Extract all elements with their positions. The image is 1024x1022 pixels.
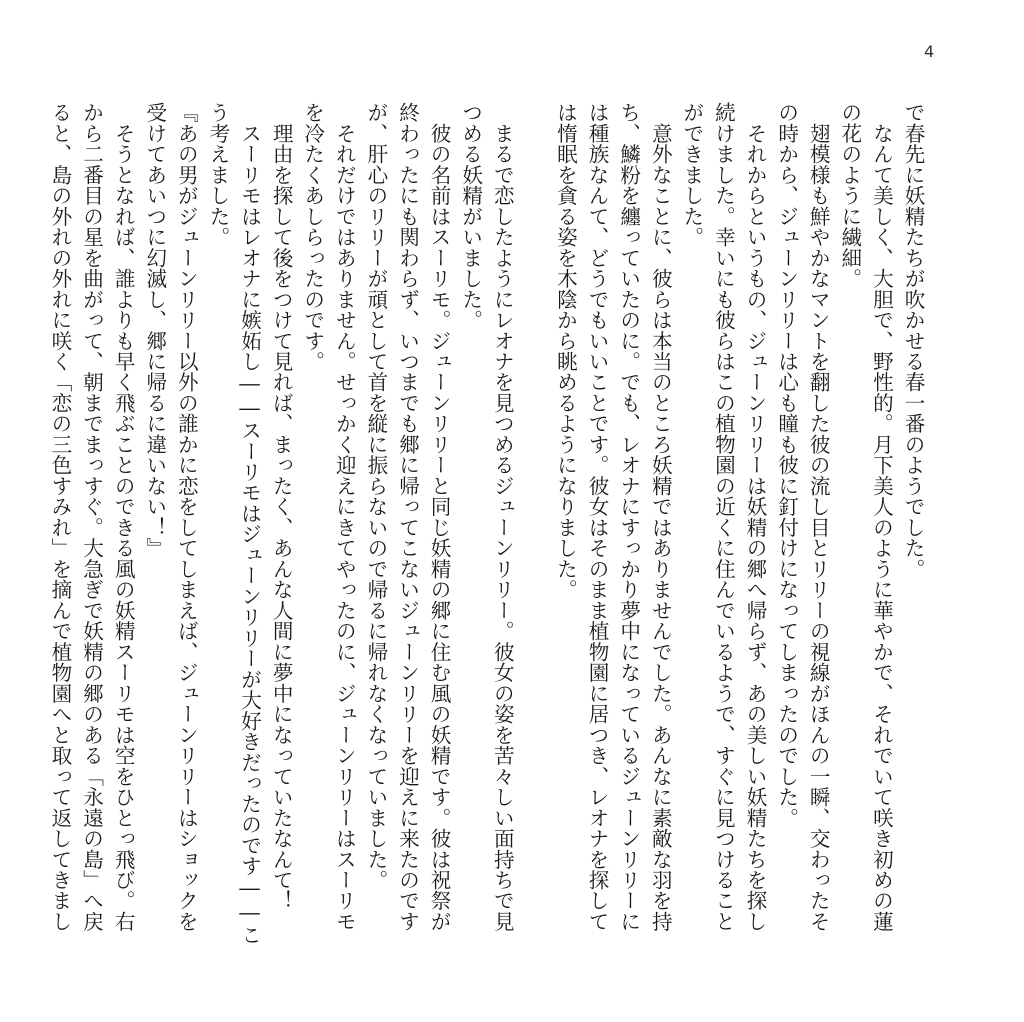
section-gap: [517, 102, 549, 942]
text-line: 翅模様も鮮やかなマントを翻した彼の流し目とリリーの視線がほんの一瞬、交わったそ: [806, 102, 831, 932]
text-line: 『あの男がジューンリリー以外の誰かに恋をしてしまえば、ジューンリリーはショックを: [174, 102, 199, 932]
text-line: それからというもの、ジューンリリーは妖精の郷へ帰らず、あの美しい妖精たちを探し: [743, 102, 768, 932]
text-line: の花のように繊細。: [837, 102, 862, 289]
text-line: は惰眠を貪る姿を木陰から眺めるようになりました。: [553, 102, 578, 600]
text-line: まるで恋したようにレオナを見つめるジューンリリー。彼女の姿を苦々しい面持ちで見: [490, 102, 515, 932]
text-line: の時から、ジューンリリーは心も瞳も彼に釘付けになってしまったのでした。: [774, 102, 799, 828]
text-line: つめる妖精がいました。: [458, 102, 483, 331]
text-line: は種族なんて、どうでもいいことです。彼女はそのまま植物園に居つき、レオナを探して: [585, 102, 610, 932]
page-number: 4: [924, 42, 935, 61]
text-line: 終わったにも関わらず、いつまでも郷に帰ってこないジューンリリーを迎えに来たのです: [395, 102, 420, 932]
text-line: ち、鱗粉を纏っていたのに。でも、レオナにすっかり夢中になっているジューンリリーに: [616, 102, 641, 932]
text-line: う考えました。: [205, 102, 230, 248]
text-line: 意外なことに、彼らは本当のところ妖精ではありませんでした。あんなに素敵な羽を持: [648, 102, 673, 932]
text-line: から二番目の星を曲がって、朝までまっすぐ。大急ぎで妖精の郷のある「永遠の島」へ戻: [79, 102, 104, 932]
text-line: が、肝心のリリーが頑として首を縦に振らないので帰るに帰れなくなっていました。: [363, 102, 388, 891]
text-line: なんて美しく、大胆で、野性的。月下美人のように華やかで、それでいて咲き初めの蓮: [869, 102, 894, 932]
text-line: それだけではありません。せっかく迎えにきてやったのに、ジューンリリーはスーリモ: [332, 102, 357, 932]
text-line: を冷たくあしらったのです。: [300, 102, 325, 372]
text-line: ができました。: [679, 102, 704, 248]
text-line: 彼の名前はスーリモ。ジューンリリーと同じ妖精の郷に住む風の妖精です。彼は祝祭が: [427, 102, 452, 932]
text-line: 理由を探して後をつけて見れば、まったく、あんな人間に夢中になっていたなんて！: [269, 102, 294, 911]
text-line: スーリモはレオナに嫉妬し――スーリモはジューンリリーが大好きだったのです――こ: [237, 102, 262, 946]
vertical-text-body: [43, 102, 928, 946]
text-line: ると、島の外れの外れに咲く「恋の三色すみれ」を摘んで植物園へと取って返してきまし: [47, 102, 72, 932]
text-line: そうとなれば、誰よりも早く飛ぶことのできる風の妖精スーリモは空をひとっ飛び。右: [111, 102, 136, 932]
text-line: で春先に妖精たちが吹かせる春一番のようでした。: [901, 102, 925, 580]
text-line: 続けました。幸いにも彼らはこの植物園の近くに住んでいるようで、すぐに見つけること: [711, 102, 736, 932]
text-line: 受けてあいつに幻滅し、郷に帰るに違いない！』: [142, 102, 167, 559]
